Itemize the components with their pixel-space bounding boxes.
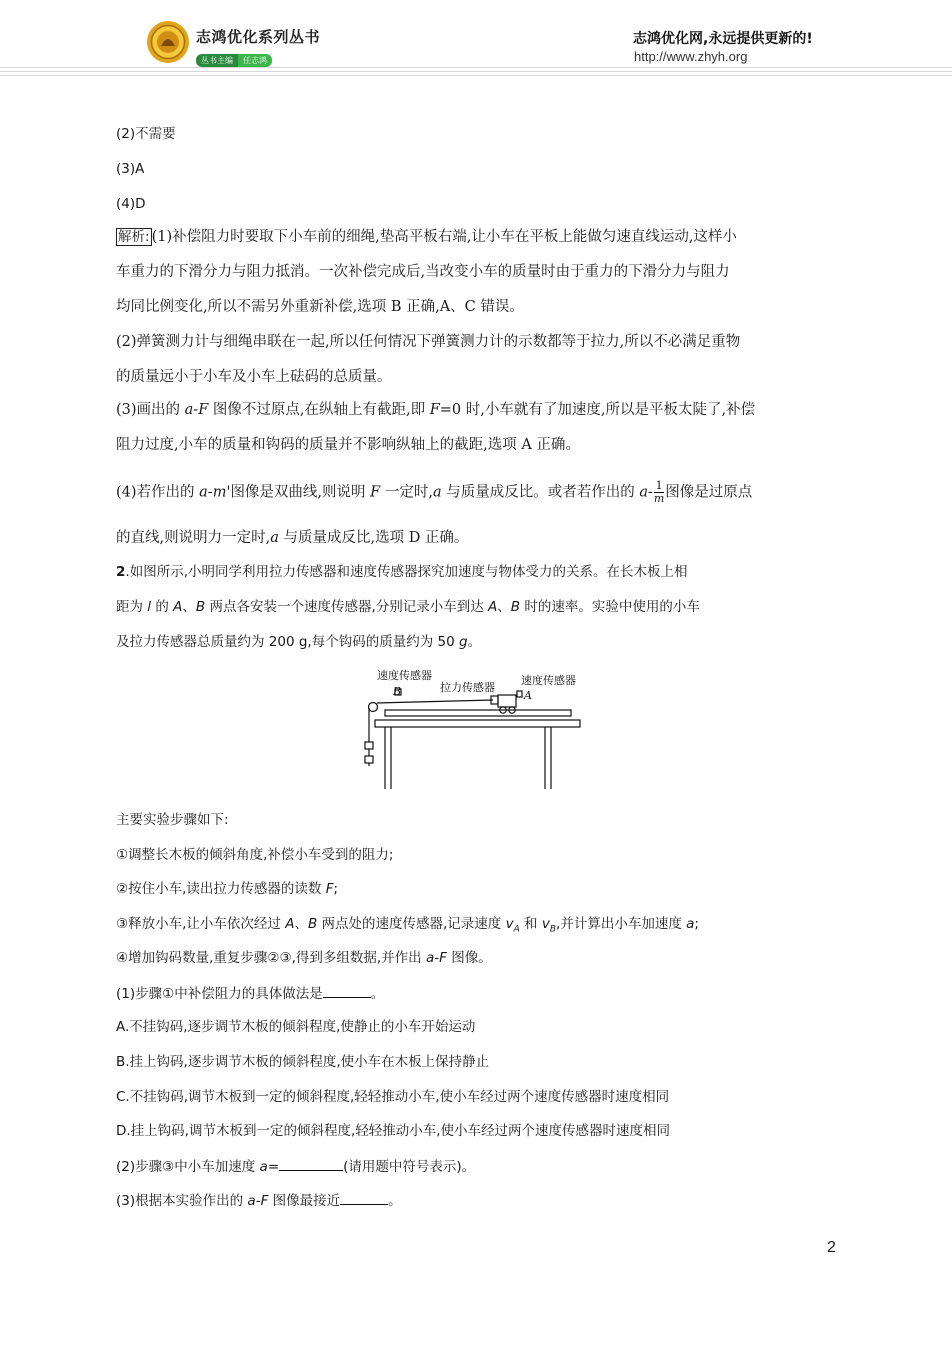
step-2: ②按住小车,读出拉力传感器的读数 F;	[116, 881, 339, 897]
option-b: B.挂上钩码,逐步调节木板的倾斜程度,使小车在木板上保持静止	[116, 1054, 490, 1070]
editor-label: 丛书主编	[196, 54, 238, 67]
analysis-line: 的直线,则说明力一定时,a 与质量成反比,选项 D 正确。	[116, 530, 469, 546]
question-2-text: 距为 l 的 A、B 两点各安装一个速度传感器,分别记录小车到达 A、B 时的速率。实验中使用的小车	[116, 599, 700, 615]
cart	[498, 695, 516, 707]
series-title: 志鸿优化系列丛书	[196, 28, 321, 46]
option-a: A.不挂钩码,逐步调节木板的倾斜程度,使静止的小车开始运动	[116, 1019, 476, 1035]
question-1: (1)步骤①中补偿阻力的具体做法是 。	[116, 983, 384, 1004]
analysis-line: 阻力过度,小车的质量和钩码的质量并不影响纵轴上的截距,选项 A 正确。	[116, 437, 580, 453]
hook-weight	[365, 742, 373, 749]
step-3: ③释放小车,让小车依次经过 A、B 两点处的速度传感器,记录速度 $v_A$ 和 $v_B$,并计算出小车加速度 a;	[116, 916, 699, 935]
header-slogan: 志鸿优化网,永远提供更新的!	[633, 31, 813, 47]
analysis-line: 的质量远小于小车及小车上砝码的总质量。	[116, 369, 392, 385]
label-speed-sensor-a: 速度传感器	[521, 674, 576, 687]
answer-4: (4)D	[116, 196, 146, 212]
analysis-line: 车重力的下滑分力与阻力抵消。一次补偿完成后,当改变小车的质量时由于重力的下滑分力与阻力	[116, 264, 730, 280]
option-c: C.不挂钩码,调节木板到一定的倾斜程度,轻轻推动小车,使小车经过两个速度传感器时速度相同	[116, 1089, 670, 1105]
label-point-a: A	[524, 689, 532, 702]
fraction-1-over-m: $\frac{1}{m}$	[653, 479, 665, 505]
header-rule	[0, 75, 952, 76]
analysis-line: 解析: (1)补偿阻力时要取下小车前的细绳,垫高平板右端,让小车在平板上能做匀速直线运动,这样小	[118, 229, 737, 245]
question-2-text: 及拉力传感器总质量约为 200 g,每个钩码的质量约为 50 g。	[116, 634, 482, 650]
question-3: (3)根据本实验作出的 a-F 图像最接近 。	[116, 1190, 402, 1211]
analysis-line: (2)弹簧测力计与细绳串联在一起,所以任何情况下弹簧测力计的示数都等于拉力,所以不必满足重物	[116, 334, 741, 350]
long-board	[385, 710, 571, 716]
seal-logo-icon	[146, 20, 190, 64]
header-rule	[0, 71, 952, 72]
answer-blank-2[interactable]	[279, 1156, 343, 1171]
analysis-tag: 解析:	[118, 229, 150, 245]
analysis-line: 均同比例变化,所以不需另外重新补偿,选项 B 正确,A、C 错误。	[116, 299, 524, 315]
pulley	[369, 703, 378, 712]
page-number: 2	[827, 1239, 836, 1256]
answer-2: (2)不需要	[116, 126, 176, 142]
header-url[interactable]: http://www.zhyh.org	[634, 49, 748, 64]
hook-weight	[365, 756, 373, 763]
label-force-sensor: 拉力传感器	[440, 681, 495, 694]
header-rule	[0, 67, 952, 68]
editor-name: 任志鸿	[238, 54, 272, 67]
editor-badge	[196, 48, 272, 65]
answer-3: (3)A	[116, 161, 145, 177]
string	[377, 700, 493, 703]
analysis-line: (3)画出的 a-F 图像不过原点,在纵轴上有截距,即 F=0 时,小车就有了加速度,所以是平板太陡了,补偿	[116, 402, 756, 418]
option-d: D.挂上钩码,调节木板到一定的倾斜程度,轻轻推动小车,使小车经过两个速度传感器时速度相同	[116, 1123, 671, 1139]
question-2-text: 2.如图所示,小明同学利用拉力传感器和速度传感器探究加速度与物体受力的关系。在长木板上相	[116, 564, 688, 580]
step-4: ④增加钩码数量,重复步骤②③,得到多组数据,并作出 a-F 图像。	[116, 950, 492, 966]
table-top	[375, 720, 580, 727]
page-header	[0, 0, 952, 80]
answer-blank-3[interactable]	[340, 1190, 388, 1205]
step-1: ①调整长木板的倾斜角度,补偿小车受到的阻力;	[116, 847, 394, 863]
answer-blank-1[interactable]	[323, 983, 371, 998]
speed-sensor-a	[517, 691, 522, 697]
question-2: (2)步骤③中小车加速度 a= (请用题中符号表示)。	[116, 1156, 475, 1177]
experiment-diagram	[355, 664, 595, 794]
analysis-line: (4)若作出的 a-m'图像是双曲线,则说明 F 一定时,a 与质量成反比。或者若作出的 a- $\frac{1}{m}$ 图像是过原点	[116, 479, 753, 505]
steps-title: 主要实验步骤如下:	[116, 812, 229, 828]
label-point-b: B	[393, 685, 402, 698]
label-speed-sensor-b: 速度传感器	[377, 669, 432, 682]
